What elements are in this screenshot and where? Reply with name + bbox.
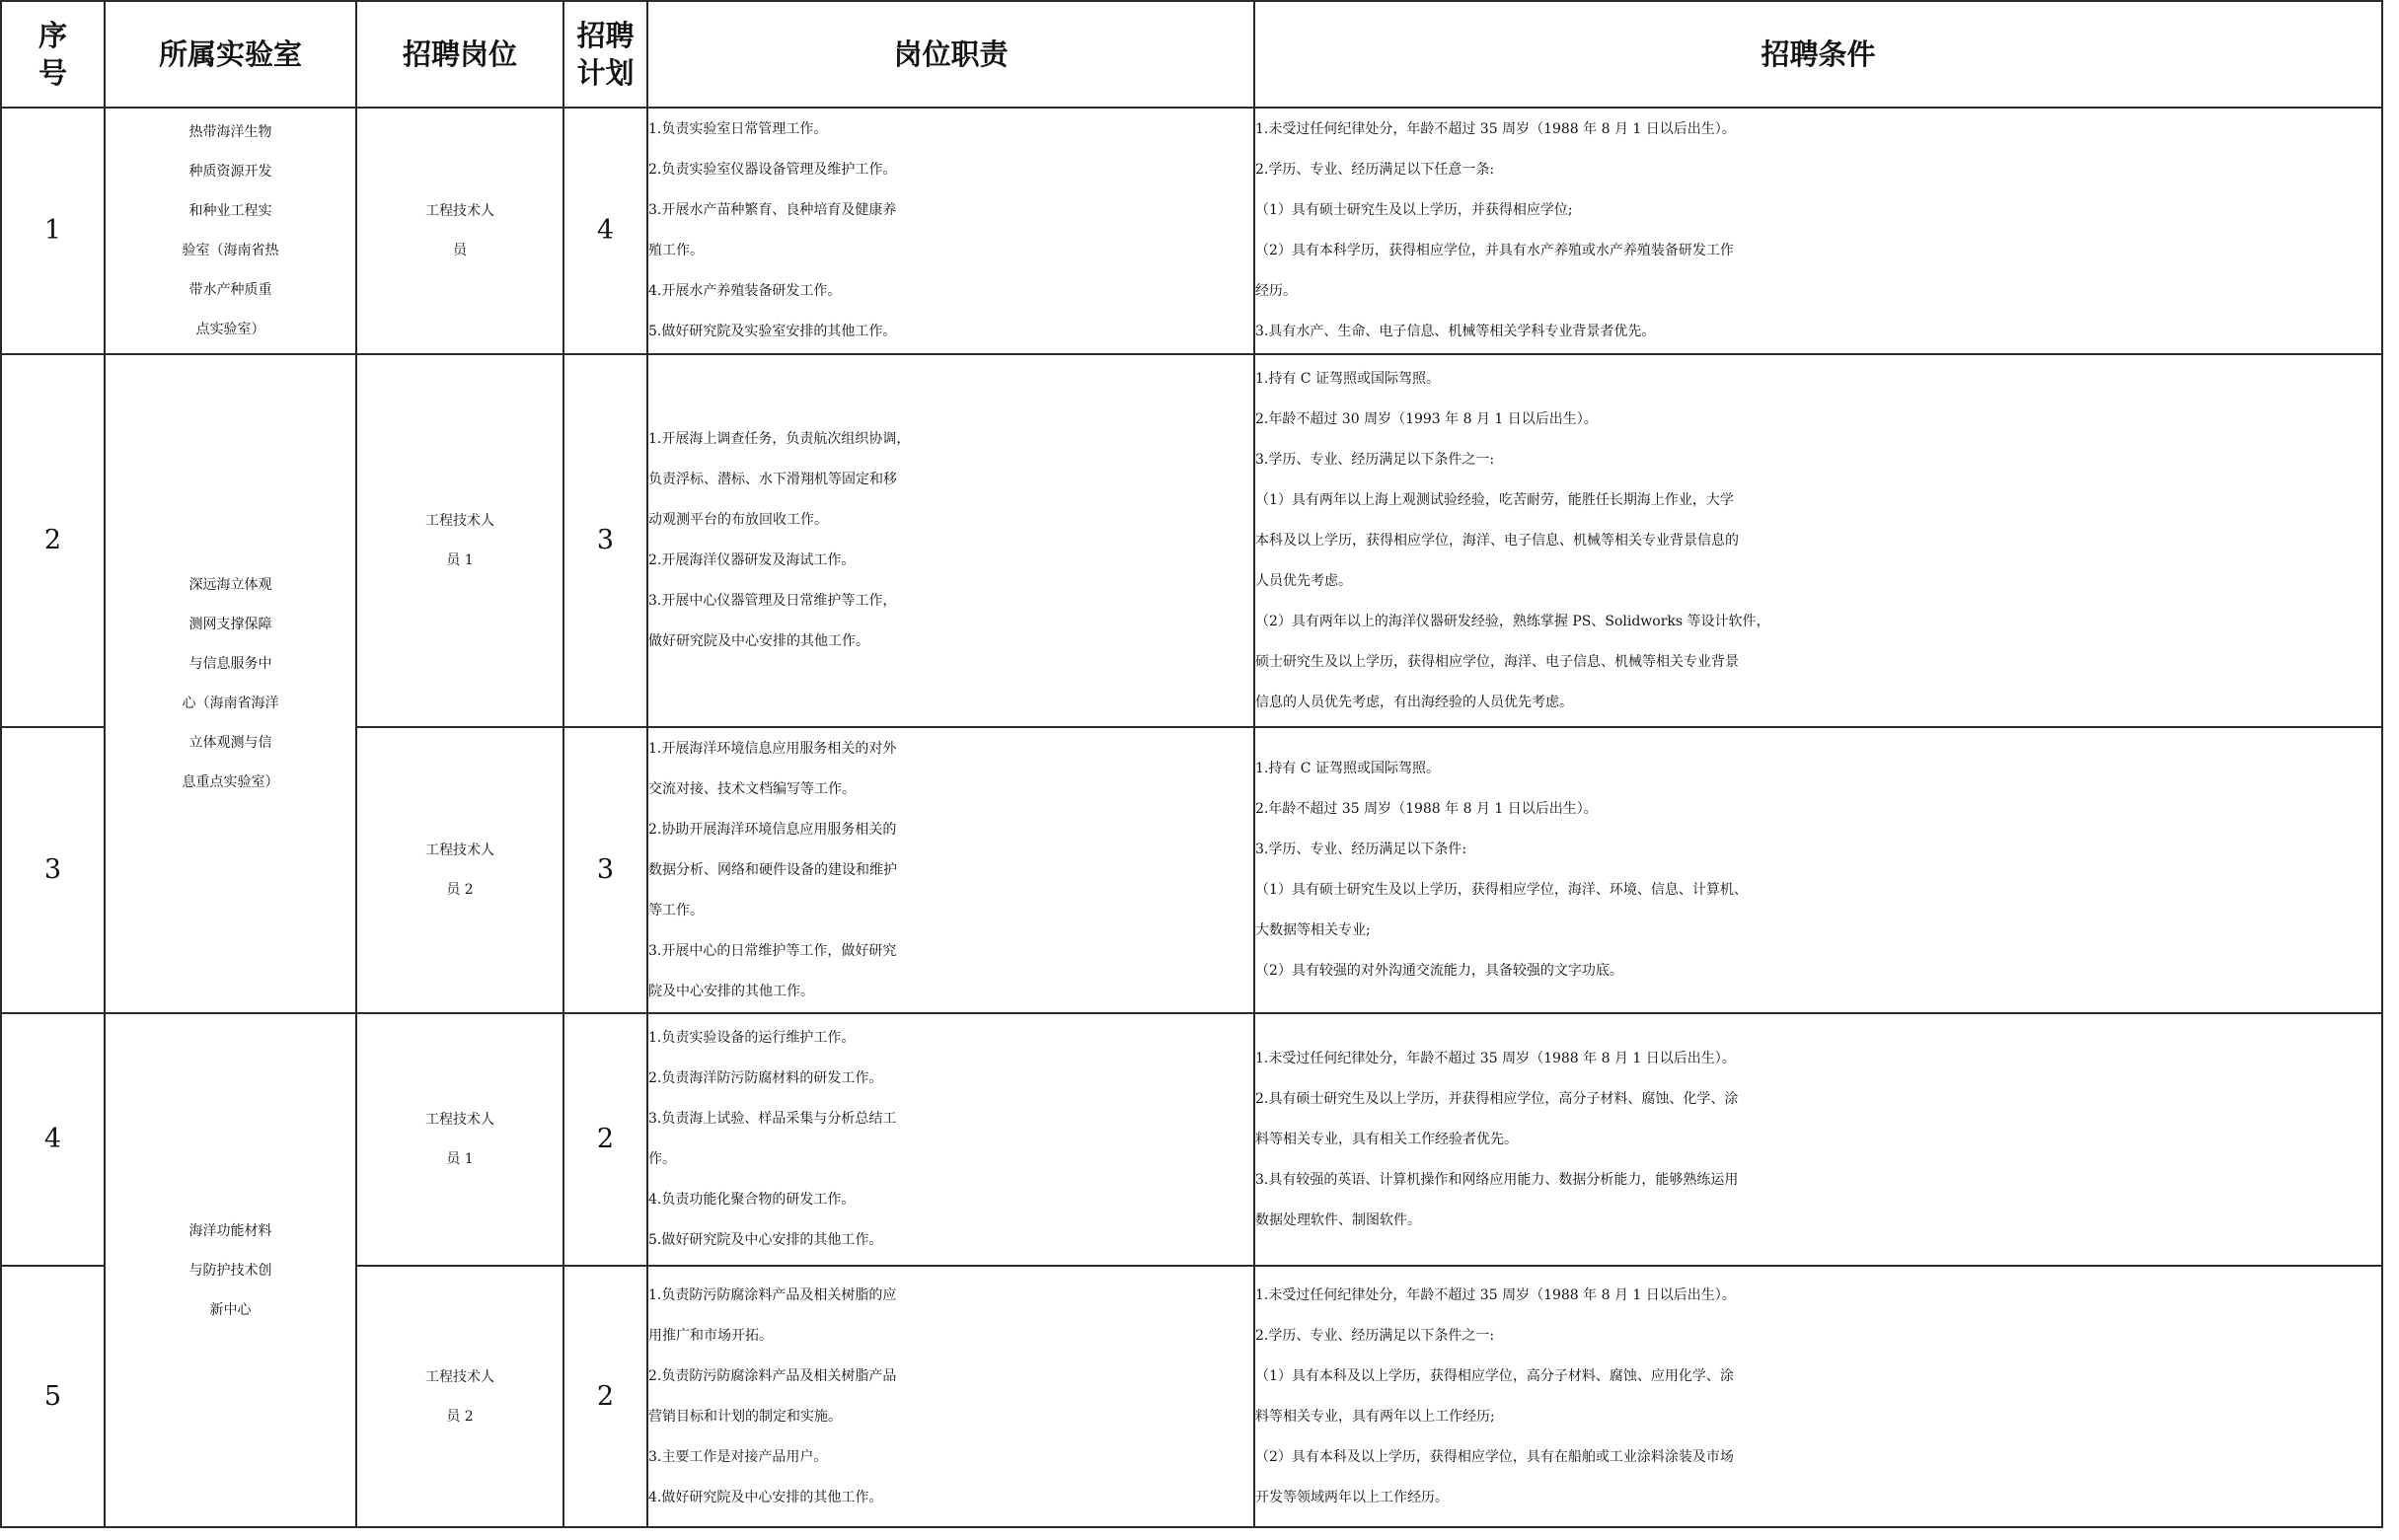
lab-line: 与信息服务中 — [188, 656, 272, 672]
requirement-line: 2.年龄不超过 35 周岁（1988 年 8 月 1 日以后出生）。 — [1255, 801, 1598, 817]
lab-line: 息重点实验室） — [182, 774, 279, 790]
header-plan — [563, 1, 647, 108]
duties-cell — [647, 727, 1254, 1013]
header-seq — [1, 1, 105, 108]
lab-line: 种质资源开发 — [188, 164, 272, 180]
header-plan-line: 计划 — [576, 56, 635, 90]
lab-line: 带水产种质重 — [188, 282, 272, 298]
duty-line: 等工作。 — [648, 902, 704, 918]
duty-line: 作。 — [648, 1151, 676, 1167]
requirement-line: 信息的人员优先考虑，有出海经验的人员优先考虑。 — [1255, 694, 1573, 710]
duty-line: 交流对接、技术文档编写等工作。 — [648, 780, 856, 797]
requirement-line: 3.具有水产、生命、电子信息、机械等相关学科专业背景者优先。 — [1255, 324, 1656, 339]
duty-line: 3.负责海上试验、样品采集与分析总结工 — [648, 1111, 897, 1127]
requirement-line: 1.未受过任何纪律处分，年龄不超过 35 周岁（1988 年 8 月 1 日以后出生）。 — [1255, 121, 1736, 137]
requirement-line: （2）具有本科及以上学历，获得相应学位，具有在船舶或工业涂料涂装及市场 — [1255, 1448, 1734, 1465]
table-row — [1, 727, 2382, 1013]
seq-cell: 5 — [1, 1266, 105, 1527]
requirements-cell — [1254, 108, 2382, 354]
seq-cell: 4 — [1, 1013, 105, 1266]
requirement-line: 3.学历、专业、经历满足以下条件之一: — [1255, 451, 1495, 468]
duty-line: 做好研究院及中心安排的其他工作。 — [648, 633, 869, 649]
duty-line: 负责浮标、潜标、水下滑翔机等固定和移 — [648, 472, 897, 487]
duty-line: 5.做好研究院及实验室安排的其他工作。 — [648, 324, 897, 339]
requirement-line: （2）具有本科学历，获得相应学位，并具有水产养殖或水产养殖装备研发工作 — [1255, 243, 1734, 258]
duty-line: 1.开展海洋环境信息应用服务相关的对外 — [648, 740, 897, 757]
position-cell — [356, 108, 563, 354]
duty-line: 4.做好研究院及中心安排的其他工作。 — [648, 1489, 883, 1505]
duty-line: 动观测平台的布放回收工作。 — [648, 512, 828, 528]
position-line: 工程技术人 — [425, 513, 494, 529]
duty-line: 2.协助开展海洋环境信息应用服务相关的 — [648, 821, 897, 838]
table-row — [1, 1013, 2382, 1266]
requirements-cell — [1254, 354, 2382, 727]
requirement-line: （2）具有两年以上的海洋仪器研发经验，熟练掌握 PS、Solidworks 等设计软件， — [1255, 613, 1770, 629]
lab-cell — [105, 108, 356, 354]
position-line: 工程技术人 — [425, 203, 494, 219]
requirement-line: （1）具有两年以上海上观测试验经验，吃苦耐劳，能胜任长期海上作业，大学 — [1255, 491, 1734, 508]
requirement-line: 2.具有硕士研究生及以上学历，并获得相应学位，高分子材料、腐蚀、化学、涂 — [1255, 1090, 1739, 1107]
plan-cell: 3 — [563, 727, 647, 1013]
duty-line: 殖工作。 — [648, 243, 704, 258]
lab-line: 立体观测与信 — [188, 735, 272, 751]
duty-line: 1.负责实验室日常管理工作。 — [648, 121, 828, 137]
header-duties: 岗位职责 — [647, 1, 1254, 108]
position-cell — [356, 1013, 563, 1266]
requirement-line: 开发等领域两年以上工作经历。 — [1255, 1489, 1449, 1505]
duties-cell — [647, 108, 1254, 354]
requirement-line: 料等相关专业，具有两年以上工作经历; — [1255, 1408, 1495, 1425]
requirement-line: 1.持有 C 证驾照或国际驾照。 — [1255, 370, 1440, 387]
seq-cell: 3 — [1, 727, 105, 1013]
requirement-line: 1.未受过任何纪律处分，年龄不超过 35 周岁（1988 年 8 月 1 日以后出生）。 — [1255, 1286, 1736, 1303]
requirement-line: 2.学历、专业、经历满足以下任意一条: — [1255, 162, 1495, 178]
duties-cell — [647, 354, 1254, 727]
table-row — [1, 354, 2382, 727]
lab-line: 与防护技术创 — [188, 1262, 272, 1279]
requirement-line: （1）具有硕士研究生及以上学历，并获得相应学位; — [1255, 202, 1573, 218]
requirement-line: 本科及以上学历，获得相应学位，海洋、电子信息、机械等相关专业背景信息的 — [1255, 532, 1739, 549]
lab-cell — [105, 1013, 356, 1527]
plan-cell: 2 — [563, 1266, 647, 1527]
lab-line: 测网支撑保障 — [188, 617, 272, 632]
lab-line: 心（海南省海洋 — [182, 696, 279, 711]
requirement-line: 料等相关专业，具有相关工作经验者优先。 — [1255, 1131, 1518, 1147]
header-plan-line: 招聘 — [576, 19, 635, 52]
requirement-line: 人员优先考虑。 — [1255, 572, 1352, 589]
requirement-line: 2.年龄不超过 30 周岁（1993 年 8 月 1 日以后出生）。 — [1255, 410, 1598, 427]
position-cell — [356, 727, 563, 1013]
requirement-line: 2.学历、专业、经历满足以下条件之一: — [1255, 1327, 1495, 1344]
lab-line: 海洋功能材料 — [188, 1222, 272, 1239]
position-line: 工程技术人 — [425, 1112, 494, 1128]
header-seq-line: 号 — [37, 56, 67, 90]
lab-line: 验室（海南省热 — [182, 243, 279, 258]
seq-cell: 2 — [1, 354, 105, 727]
duties-cell — [647, 1013, 1254, 1266]
position-line: 工程技术人 — [425, 1368, 494, 1385]
position-cell — [356, 1266, 563, 1527]
requirement-line: （2）具有较强的对外沟通交流能力，具备较强的文字功底。 — [1255, 963, 1623, 979]
duty-line: 数据分析、网络和硬件设备的建设和维护 — [648, 861, 897, 878]
requirement-line: 数据处理软件、制图软件。 — [1255, 1211, 1421, 1228]
header-lab: 所属实验室 — [105, 1, 356, 108]
duty-line: 4.开展水产养殖装备研发工作。 — [648, 283, 842, 299]
duty-line: 5.做好研究院及中心安排的其他工作。 — [648, 1232, 883, 1248]
lab-line: 深远海立体观 — [188, 577, 272, 593]
lab-line: 热带海洋生物 — [188, 124, 272, 140]
duty-line: 院及中心安排的其他工作。 — [648, 983, 814, 999]
duty-line: 1.负责防污防腐涂料产品及相关树脂的应 — [648, 1286, 897, 1303]
position-line: 员 2 — [446, 882, 474, 898]
header-seq-line: 序 — [37, 19, 67, 52]
lab-cell — [105, 354, 356, 1013]
table-row — [1, 108, 2382, 354]
requirement-line: （1）具有硕士研究生及以上学历，获得相应学位，海洋、环境、信息、计算机、 — [1255, 882, 1748, 898]
plan-cell: 4 — [563, 108, 647, 354]
position-line: 员 1 — [446, 1151, 474, 1167]
duty-line: 用推广和市场开拓。 — [648, 1327, 773, 1344]
duty-line: 3.主要工作是对接产品用户。 — [648, 1448, 828, 1465]
lab-line: 新中心 — [209, 1301, 252, 1318]
duty-line: 2.负责实验室仪器设备管理及维护工作。 — [648, 162, 897, 178]
plan-cell: 3 — [563, 354, 647, 727]
duty-line: 营销目标和计划的制定和实施。 — [648, 1408, 842, 1425]
header-position: 招聘岗位 — [356, 1, 563, 108]
requirement-line: 硕士研究生及以上学历，获得相应学位，海洋、电子信息、机械等相关专业背景 — [1255, 653, 1739, 670]
position-line: 员 1 — [446, 552, 474, 568]
requirement-line: 经历。 — [1255, 283, 1297, 299]
duty-line: 2.开展海洋仪器研发及海试工作。 — [648, 552, 856, 568]
requirements-cell — [1254, 1266, 2382, 1527]
lab-line: 和种业工程实 — [188, 203, 272, 219]
duty-line: 2.负责防污防腐涂料产品及相关树脂产品 — [648, 1367, 897, 1384]
requirement-line: 3.具有较强的英语、计算机操作和网络应用能力、数据分析能力，能够熟练运用 — [1255, 1171, 1739, 1188]
requirement-line: 大数据等相关专业; — [1255, 922, 1371, 938]
duty-line: 3.开展中心的日常维护等工作，做好研究 — [648, 942, 897, 959]
table-row — [1, 1266, 2382, 1527]
duty-line: 1.开展海上调查任务，负责航次组织协调， — [648, 431, 911, 447]
position-line: 员 2 — [446, 1408, 474, 1425]
requirement-line: 1.持有 C 证驾照或国际驾照。 — [1255, 761, 1440, 776]
plan-cell: 2 — [563, 1013, 647, 1266]
position-line: 工程技术人 — [425, 843, 494, 858]
duty-line: 4.负责功能化聚合物的研发工作。 — [648, 1192, 856, 1208]
duties-cell — [647, 1266, 1254, 1527]
requirement-line: 3.学历、专业、经历满足以下条件: — [1255, 842, 1467, 857]
duty-line: 1.负责实验设备的运行维护工作。 — [648, 1030, 856, 1046]
requirements-cell — [1254, 1013, 2382, 1266]
header-requirements: 招聘条件 — [1254, 1, 2382, 108]
table-header-row — [1, 1, 2382, 108]
lab-line: 点实验室） — [195, 322, 265, 337]
position-line: 员 — [453, 243, 467, 258]
requirement-line: 1.未受过任何纪律处分，年龄不超过 35 周岁（1988 年 8 月 1 日以后出生）。 — [1255, 1050, 1736, 1066]
requirements-cell — [1254, 727, 2382, 1013]
duty-line: 2.负责海洋防污防腐材料的研发工作。 — [648, 1070, 883, 1086]
seq-cell: 1 — [1, 108, 105, 354]
duty-line: 3.开展水产苗种繁育、良种培育及健康养 — [648, 202, 897, 218]
requirement-line: （1）具有本科及以上学历，获得相应学位，高分子材料、腐蚀、应用化学、涂 — [1255, 1367, 1734, 1384]
position-cell — [356, 354, 563, 727]
duty-line: 3.开展中心仪器管理及日常维护等工作， — [648, 593, 897, 609]
